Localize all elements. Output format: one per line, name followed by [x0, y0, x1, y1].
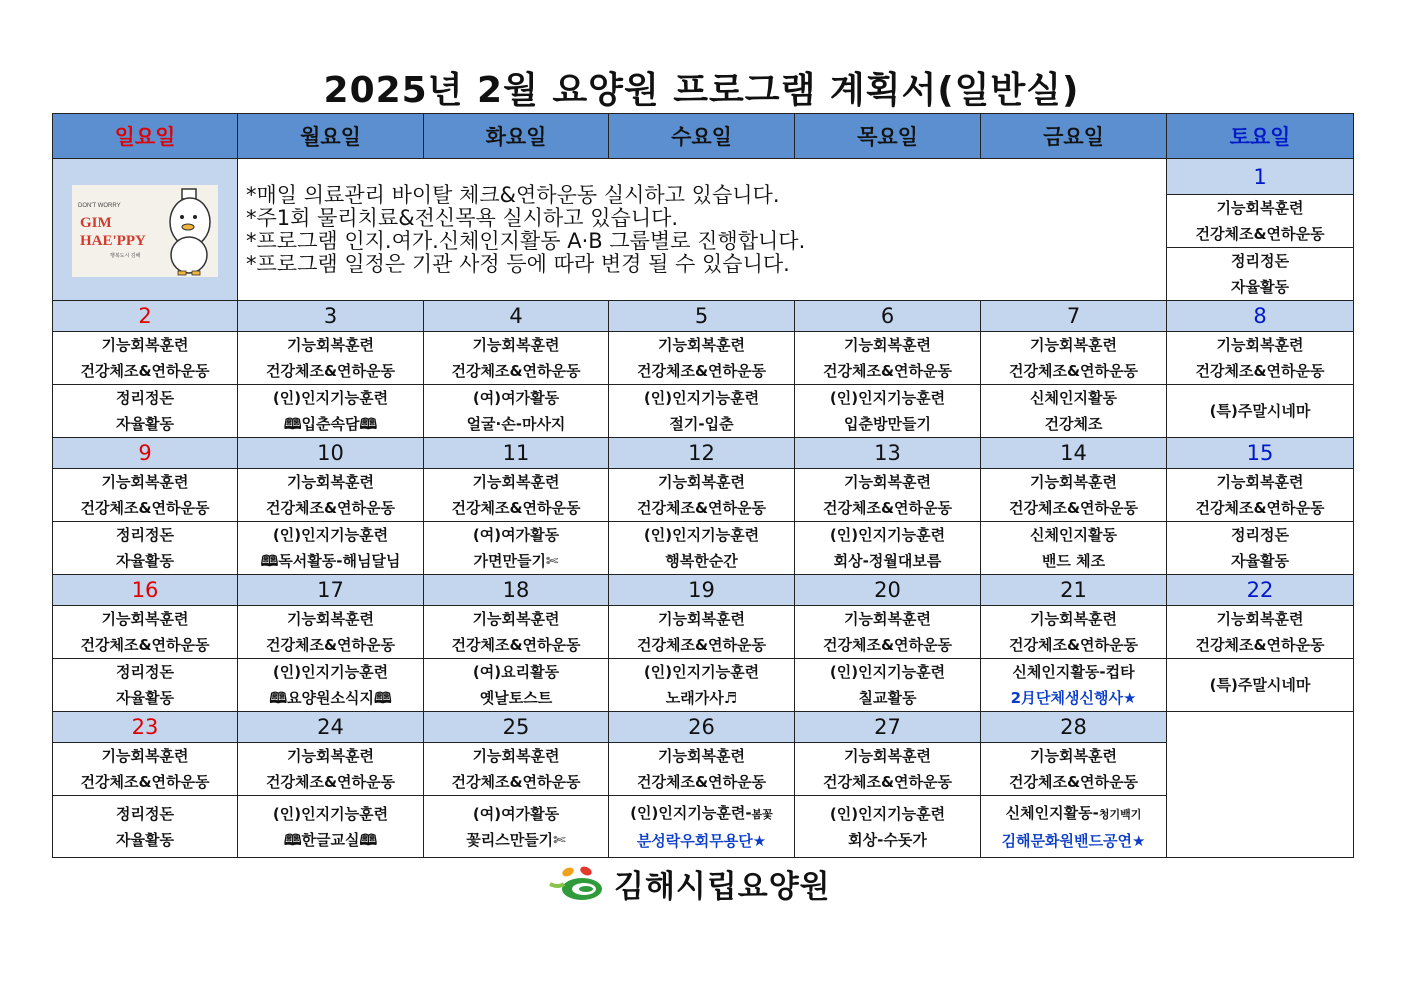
program-cell: (인)인지기능훈련 행복한순간: [609, 522, 795, 575]
notice-cell: [238, 159, 1167, 301]
weekday-header-row: [53, 114, 1354, 159]
day-header-thursday: 목요일: [795, 114, 981, 159]
program-cell: 기능회복훈련 건강체조&연하운동: [981, 606, 1167, 659]
program-cell: 기능회복훈련 건강체조&연하운동: [795, 743, 981, 796]
program-cell: 기능회복훈련 건강체조&연하운동: [609, 743, 795, 796]
day-header-friday: 금요일: [981, 114, 1167, 159]
program-cell: 기능회복훈련 건강체조&연하운동: [53, 332, 238, 385]
program-cell: 기능회복훈련 건강체조&연하운동: [795, 332, 981, 385]
program-cell: (인)인지기능훈련 회상-수돗가: [795, 796, 981, 858]
program-cell: 정리정돈 자율활동: [53, 659, 238, 712]
notice-line: *프로그램 일정은 기관 사정 등에 따라 변경 될 수 있습니다.: [246, 251, 790, 276]
program-cell: 기능회복훈련 건강체조&연하운동: [53, 469, 238, 522]
page-title: 2025년 2월 요양원 프로그램 계획서(일반실): [323, 70, 1080, 111]
program-cell: (여)여가활동 가면만들기✄: [424, 522, 609, 575]
program-cell: 기능회복훈련 건강체조&연하운동: [1167, 332, 1354, 385]
program-cell: 기능회복훈련 건강체조&연하운동: [424, 469, 609, 522]
program-cell: 신체인지활동 밴드 체조: [981, 522, 1167, 575]
program-cell: 정리정돈 자율활동: [1167, 248, 1354, 301]
program-cell: 기능회복훈련 건강체조&연하운동: [795, 606, 981, 659]
date-cell: 19: [609, 575, 795, 606]
logo-main1: GIM: [80, 215, 112, 231]
program-cell: (여)여가활동 얼굴·손-마사지: [424, 385, 609, 438]
date-cell: 13: [795, 438, 981, 469]
date-cell: 22: [1167, 575, 1354, 606]
program-cell: 기능회복훈련 건강체조&연하운동: [609, 332, 795, 385]
day-header-wednesday: 수요일: [609, 114, 795, 159]
program-cell: 정리정돈 자율활동: [53, 796, 238, 858]
date-cell: 5: [609, 301, 795, 332]
logo-top-text: DON'T WORRY: [78, 203, 121, 209]
footer: [548, 862, 831, 904]
program-cell: 기능회복훈련 건강체조&연하운동: [609, 606, 795, 659]
program-cell: 기능회복훈련 건강체조&연하운동: [238, 743, 424, 796]
logo-sub-text: 행복도시 김해: [110, 253, 141, 259]
program-cell: 기능회복훈련 건강체조&연하운동: [795, 469, 981, 522]
program-cell: 정리정돈 자율활동: [53, 522, 238, 575]
program-cell: (인)인지기능훈련 입춘방만들기: [795, 385, 981, 438]
program-cell: (특)주말시네마: [1167, 659, 1354, 712]
program-cell: 신체인지활동-청기백기 김해문화원밴드공연★: [981, 796, 1167, 858]
program-cell: 기능회복훈련 건강체조&연하운동: [53, 743, 238, 796]
day-header-monday: 월요일: [238, 114, 424, 159]
date-cell: 6: [795, 301, 981, 332]
program-cell: (인)인지기능훈련 회상-정월대보름: [795, 522, 981, 575]
notice-line: *프로그램 인지.여가.신체인지활동 A·B 그룹별로 진행합니다.: [246, 228, 806, 253]
notice-line: *주1회 물리치료&전신목욕 실시하고 있습니다.: [246, 205, 679, 230]
logo-cell: [53, 159, 238, 301]
date-cell: 18: [424, 575, 609, 606]
program-cell: 기능회복훈련 건강체조&연하운동: [238, 332, 424, 385]
date-cell: 15: [1167, 438, 1354, 469]
program-cell: (인)인지기능훈련-봄꽃 분성락우회무용단★: [609, 796, 795, 858]
day-header-saturday: 토요일: [1167, 114, 1354, 159]
program-cell: (여)요리활동 옛날토스트: [424, 659, 609, 712]
gimhae-nursing-home-logo-icon: [548, 862, 608, 904]
footer-org-name: 김해시립요양원: [614, 868, 831, 905]
program-calendar: [52, 113, 1354, 858]
date-cell: 17: [238, 575, 424, 606]
day-header-sunday: 일요일: [53, 114, 238, 159]
date-cell: 24: [238, 712, 424, 743]
date-cell: 11: [424, 438, 609, 469]
program-cell: 기능회복훈련 건강체조&연하운동: [981, 469, 1167, 522]
program-cell: (인)인지기능훈련 칠교활동: [795, 659, 981, 712]
empty-cell: [1167, 712, 1354, 858]
program-cell: 기능회복훈련 건강체조&연하운동: [1167, 195, 1354, 248]
program-cell: 정리정돈 자율활동: [53, 385, 238, 438]
program-cell: 기능회복훈련 건강체조&연하운동: [981, 332, 1167, 385]
date-cell: 25: [424, 712, 609, 743]
gimhaeppy-logo: [70, 177, 220, 282]
program-cell: (인)인지기능훈련 🕮한글교실🕮: [238, 796, 424, 858]
date-cell: 3: [238, 301, 424, 332]
date-cell: 14: [981, 438, 1167, 469]
date-cell: 8: [1167, 301, 1354, 332]
program-cell: 기능회복훈련 건강체조&연하운동: [238, 606, 424, 659]
program-cell: (인)인지기능훈련 🕮요양원소식지🕮: [238, 659, 424, 712]
program-cell: (인)인지기능훈련 🕮입춘속담🕮: [238, 385, 424, 438]
program-cell: 기능회복훈련 건강체조&연하운동: [53, 606, 238, 659]
date-cell: 20: [795, 575, 981, 606]
program-cell: 기능회복훈련 건강체조&연하운동: [609, 469, 795, 522]
date-cell: 9: [53, 438, 238, 469]
date-cell: 4: [424, 301, 609, 332]
program-cell: 기능회복훈련 건강체조&연하운동: [424, 743, 609, 796]
program-cell: 기능회복훈련 건강체조&연하운동: [424, 606, 609, 659]
program-cell: (특)주말시네마: [1167, 385, 1354, 438]
program-cell: (인)인지기능훈련 🕮독서활동-해님달님: [238, 522, 424, 575]
date-cell: 28: [981, 712, 1167, 743]
date-cell: 2: [53, 301, 238, 332]
program-cell: (인)인지기능훈련 노래가사♬: [609, 659, 795, 712]
day-header-tuesday: 화요일: [424, 114, 609, 159]
date-cell: 12: [609, 438, 795, 469]
date-cell: 10: [238, 438, 424, 469]
program-cell: 기능회복훈련 건강체조&연하운동: [238, 469, 424, 522]
date-cell: 1: [1167, 159, 1354, 195]
logo-main2: HAE'PPY: [80, 233, 146, 249]
program-cell: 기능회복훈련 건강체조&연하운동: [981, 743, 1167, 796]
notice-line: *매일 의료관리 바이탈 체크&연하운동 실시하고 있습니다.: [246, 182, 780, 207]
program-cell: 정리정돈 자율활동: [1167, 522, 1354, 575]
date-cell: 23: [53, 712, 238, 743]
program-cell: 신체인지활동 건강체조: [981, 385, 1167, 438]
date-cell: 27: [795, 712, 981, 743]
program-cell: 기능회복훈련 건강체조&연하운동: [424, 332, 609, 385]
program-cell: (여)여가활동 꽃리스만들기✄: [424, 796, 609, 858]
program-cell: 기능회복훈련 건강체조&연하운동: [1167, 469, 1354, 522]
date-cell: 21: [981, 575, 1167, 606]
date-cell: 26: [609, 712, 795, 743]
program-cell: 기능회복훈련 건강체조&연하운동: [1167, 606, 1354, 659]
date-cell: 16: [53, 575, 238, 606]
program-cell: (인)인지기능훈련 절기-입춘: [609, 385, 795, 438]
date-cell: 7: [981, 301, 1167, 332]
program-cell: 신체인지활동-컵타 2月단체생신행사★: [981, 659, 1167, 712]
